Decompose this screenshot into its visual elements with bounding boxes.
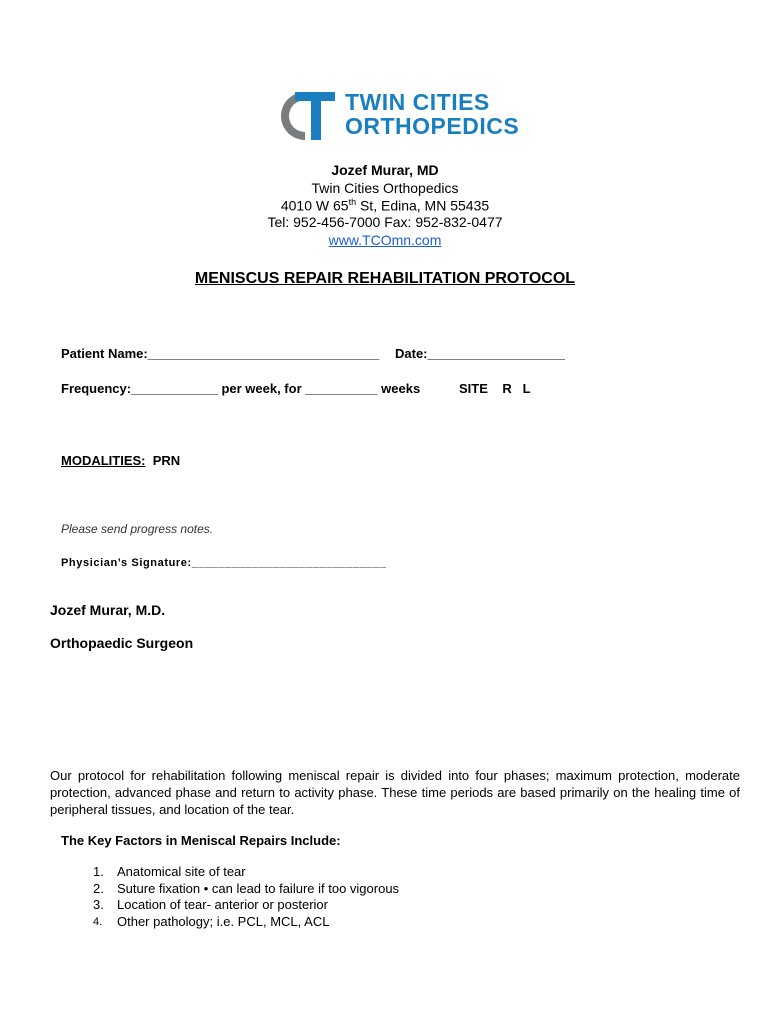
address	[0, 197, 770, 214]
logo-wordmark	[345, 90, 519, 138]
list-item	[80, 881, 399, 898]
list-number: 1.	[93, 864, 104, 879]
modalities-value: PRN	[152, 453, 181, 468]
modalities-label: MODALITIES:	[61, 453, 146, 468]
list-number: 4.	[93, 915, 103, 928]
practice-name: Twin Cities Orthopedics	[311, 180, 459, 196]
website-link[interactable]: www.TCOmn.com	[328, 232, 442, 248]
logo-line-1: TWIN CITIES	[345, 89, 490, 115]
address-part-2: St, Edina, MN 55435	[356, 197, 490, 214]
list-number: 2.	[93, 880, 104, 896]
list-item	[80, 897, 399, 914]
intro-text: Our protocol for rehabilitation following meniscal repair is divided into four phases; maximum protection, moderate protection, advanced phase and return to activity phase. These time periods are based primarily on the healing time of peripheral tissues, and location of the tear.	[50, 768, 740, 817]
physician-signature-field[interactable]: Physician’s Signature:_____________________________	[61, 557, 387, 569]
address-superscript: th	[348, 197, 357, 207]
list-item	[80, 864, 399, 881]
list-item	[80, 914, 399, 931]
logo-line-2: ORTHOPEDICS	[345, 113, 520, 139]
site-field[interactable]: SITE R L	[459, 381, 531, 396]
list-text: Anatomical site of tear	[117, 864, 246, 879]
progress-note: Please send progress notes.	[61, 522, 214, 536]
patient-name-field[interactable]: Patient Name:________________________________	[61, 346, 380, 361]
document-title: MENISCUS REPAIR REHABILITATION PROTOCOL	[194, 270, 576, 287]
phone-fax: Tel: 952-456-7000 Fax: 952-832-0477	[267, 214, 503, 230]
surgeon-name: Jozef Murar, M.D.	[50, 602, 166, 618]
list-number: 3.	[93, 897, 104, 912]
doctor-name: Jozef Murar, MD	[331, 162, 439, 178]
list-text: Suture fixation • can lead to failure if too vigorous	[117, 880, 400, 896]
list-text: Other pathology; i.e. PCL, MCL, ACL	[117, 913, 330, 929]
frequency-field[interactable]: Frequency:____________ per week, for __________ weeks	[61, 381, 421, 396]
list-text: Location of tear- anterior or posterior	[117, 897, 328, 912]
intro-paragraph	[50, 767, 740, 818]
website-line	[0, 232, 770, 248]
modalities	[61, 453, 180, 468]
address-part-1: 4010 W 65	[280, 197, 349, 214]
date-field[interactable]: Date:___________________	[395, 346, 565, 361]
key-factors-list	[80, 864, 399, 930]
surgeon-title: Orthopaedic Surgeon	[50, 635, 194, 651]
key-factors-heading: The Key Factors in Meniscal Repairs Include:	[61, 833, 341, 848]
